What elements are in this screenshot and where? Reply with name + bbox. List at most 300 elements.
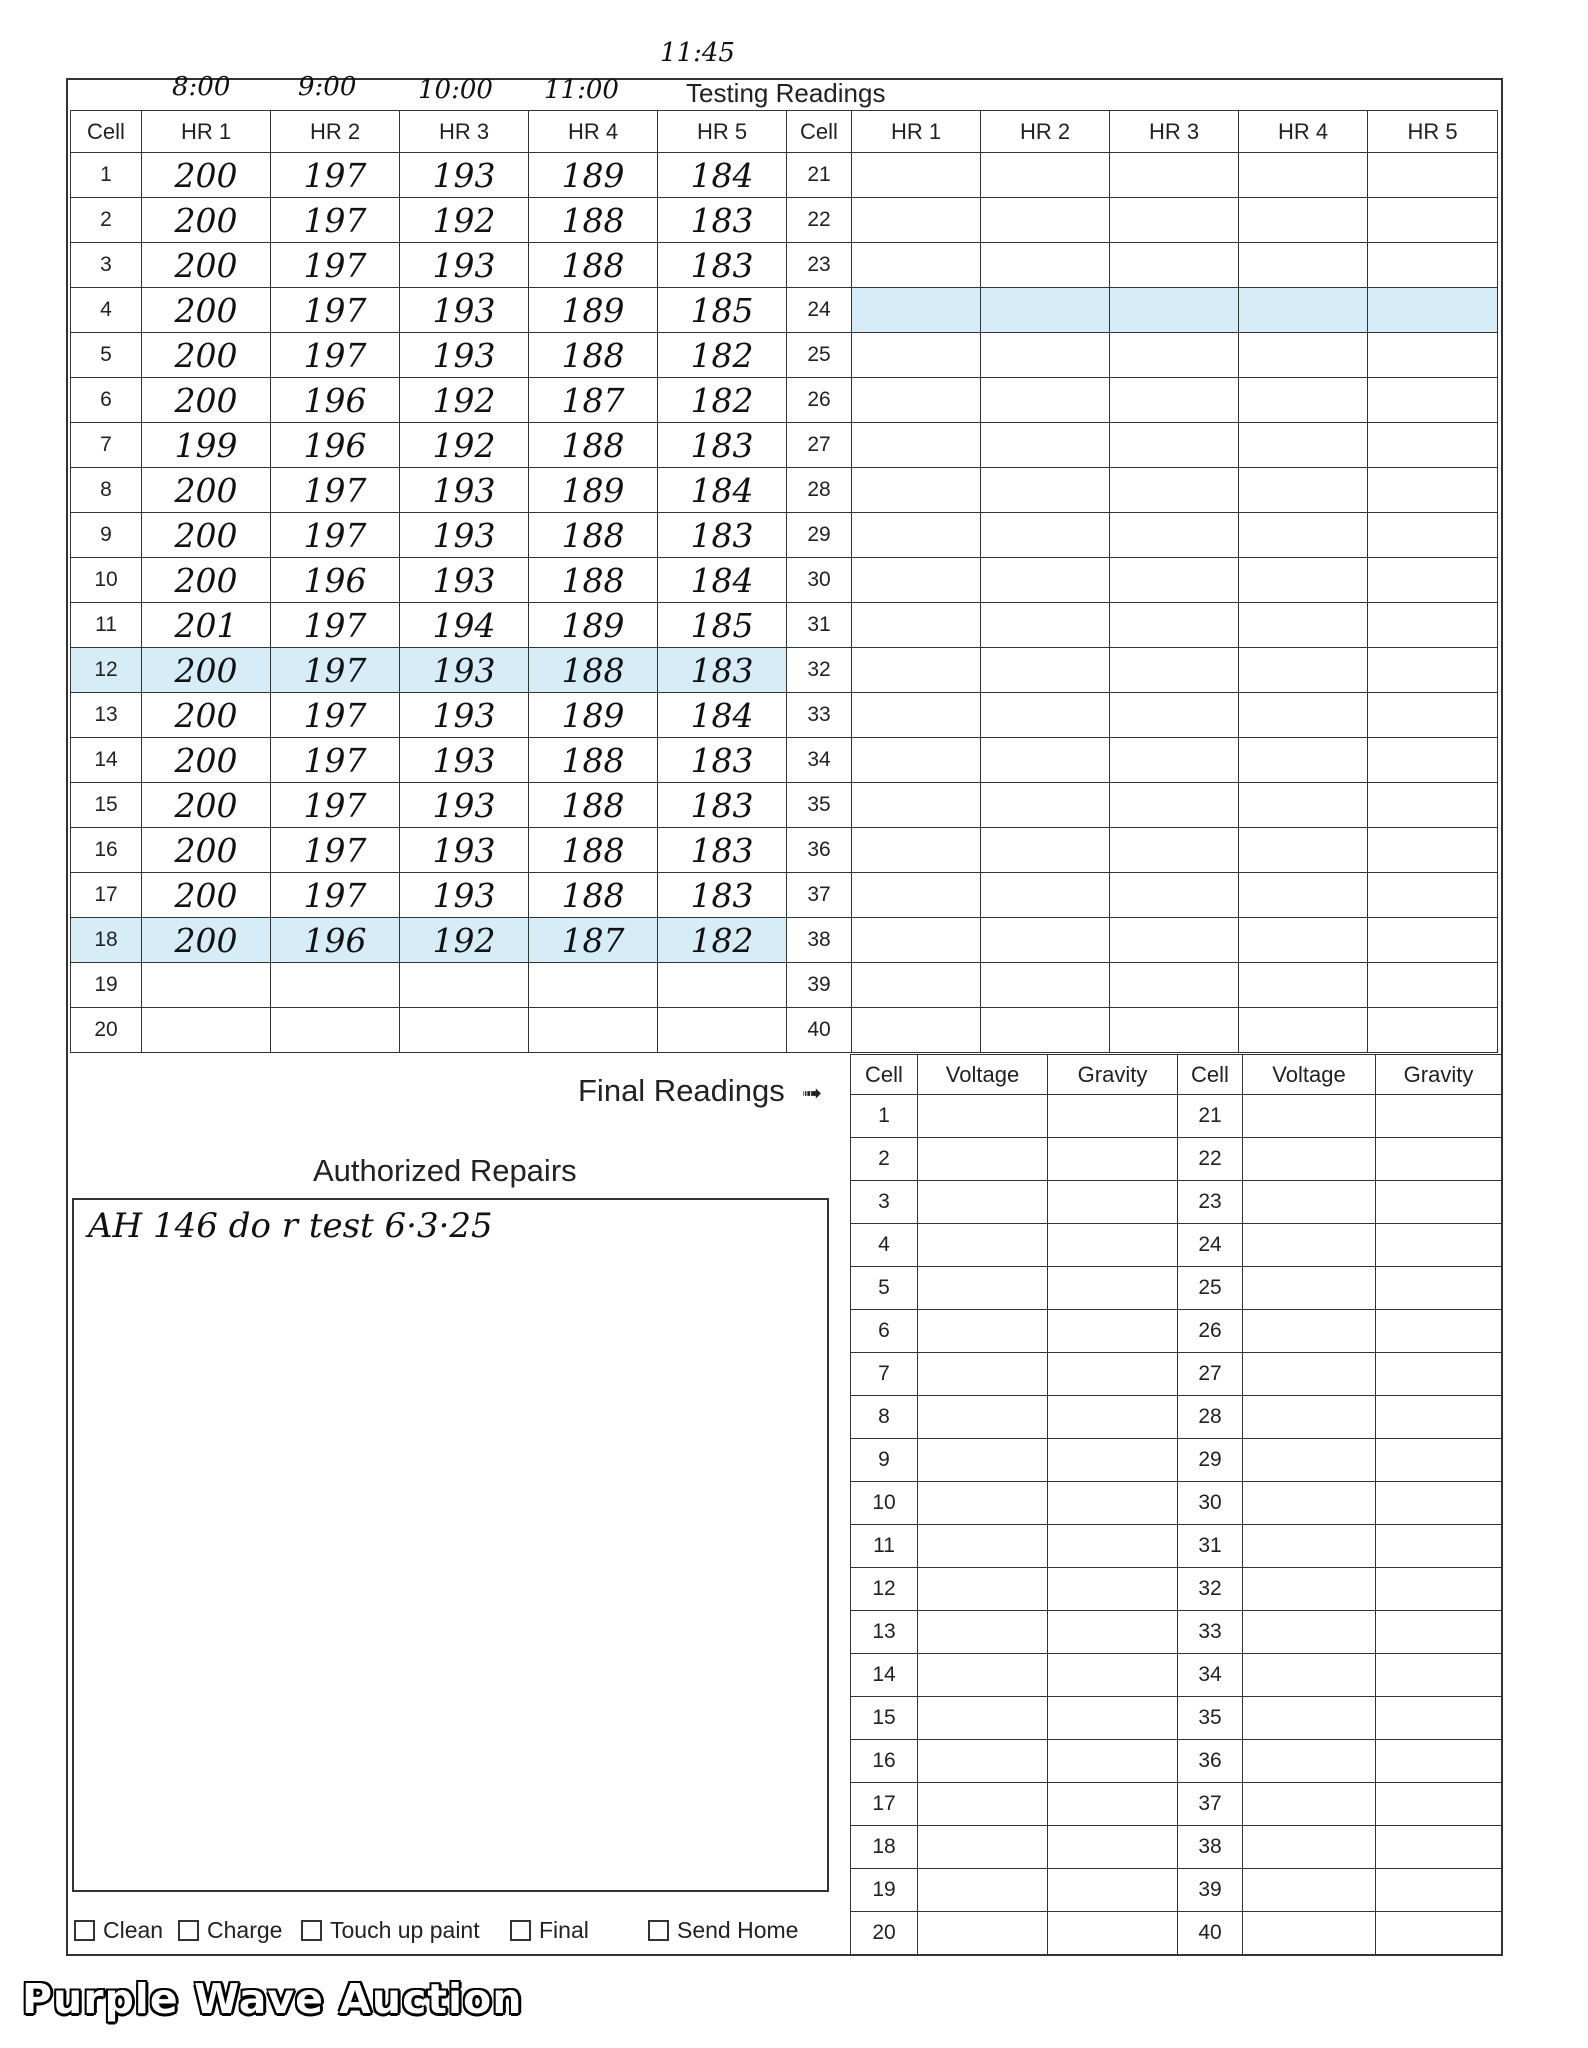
reading-empty[interactable] <box>1110 288 1239 333</box>
voltage-input[interactable] <box>1243 1267 1376 1310</box>
reading-hr4[interactable]: 188 <box>529 648 658 693</box>
reading-empty[interactable] <box>1368 423 1498 468</box>
voltage-input[interactable] <box>1243 1740 1376 1783</box>
gravity-input[interactable] <box>1048 1439 1178 1482</box>
voltage-input[interactable] <box>918 1267 1048 1310</box>
voltage-input[interactable] <box>918 1525 1048 1568</box>
reading-hr3[interactable]: 193 <box>400 333 529 378</box>
reading-hr2[interactable]: 196 <box>271 423 400 468</box>
reading-empty[interactable] <box>1239 558 1368 603</box>
reading-empty[interactable] <box>1368 198 1498 243</box>
reading-empty[interactable] <box>981 153 1110 198</box>
reading-empty[interactable] <box>981 243 1110 288</box>
reading-hr1[interactable]: 200 <box>142 648 271 693</box>
reading-hr1[interactable]: 200 <box>142 378 271 423</box>
reading-empty[interactable] <box>852 648 981 693</box>
reading-hr3[interactable]: 193 <box>400 783 529 828</box>
reading-empty[interactable] <box>1368 648 1498 693</box>
reading-hr3[interactable]: 193 <box>400 558 529 603</box>
reading-empty[interactable] <box>852 873 981 918</box>
reading-hr4[interactable]: 188 <box>529 873 658 918</box>
reading-empty[interactable] <box>1239 468 1368 513</box>
reading-empty[interactable] <box>1368 333 1498 378</box>
reading-hr3[interactable]: 192 <box>400 378 529 423</box>
voltage-input[interactable] <box>918 1353 1048 1396</box>
authorized-repairs-box[interactable] <box>72 1198 829 1892</box>
reading-empty[interactable] <box>1110 783 1239 828</box>
reading-hr4[interactable]: 187 <box>529 918 658 963</box>
reading-empty[interactable] <box>1239 423 1368 468</box>
reading-empty[interactable] <box>852 603 981 648</box>
reading-hr4[interactable]: 188 <box>529 738 658 783</box>
reading-hr3[interactable] <box>400 1008 529 1053</box>
reading-empty[interactable] <box>1110 873 1239 918</box>
reading-empty[interactable] <box>1368 963 1498 1008</box>
reading-hr4[interactable]: 188 <box>529 513 658 558</box>
voltage-input[interactable] <box>918 1826 1048 1869</box>
reading-empty[interactable] <box>1368 873 1498 918</box>
gravity-input[interactable] <box>1048 1138 1178 1181</box>
reading-hr3[interactable]: 193 <box>400 153 529 198</box>
reading-hr1[interactable]: 200 <box>142 333 271 378</box>
reading-empty[interactable] <box>852 513 981 558</box>
reading-empty[interactable] <box>1368 1008 1498 1053</box>
reading-hr3[interactable]: 193 <box>400 513 529 558</box>
gravity-input[interactable] <box>1048 1568 1178 1611</box>
reading-empty[interactable] <box>852 243 981 288</box>
voltage-input[interactable] <box>918 1869 1048 1912</box>
gravity-input[interactable] <box>1376 1568 1502 1611</box>
reading-hr2[interactable]: 197 <box>271 873 400 918</box>
reading-hr1[interactable]: 200 <box>142 558 271 603</box>
reading-hr5[interactable]: 183 <box>658 423 787 468</box>
gravity-input[interactable] <box>1376 1396 1502 1439</box>
reading-empty[interactable] <box>1239 513 1368 558</box>
reading-empty[interactable] <box>1110 603 1239 648</box>
reading-hr5[interactable] <box>658 963 787 1008</box>
reading-empty[interactable] <box>1110 1008 1239 1053</box>
reading-empty[interactable] <box>1239 198 1368 243</box>
gravity-input[interactable] <box>1376 1224 1502 1267</box>
reading-empty[interactable] <box>1368 378 1498 423</box>
checkbox-label: Touch up paint <box>330 1917 480 1943</box>
gravity-input[interactable] <box>1048 1095 1178 1138</box>
reading-hr5[interactable]: 184 <box>658 153 787 198</box>
reading-empty[interactable] <box>981 603 1110 648</box>
reading-empty[interactable] <box>1368 558 1498 603</box>
voltage-input[interactable] <box>918 1310 1048 1353</box>
voltage-input[interactable] <box>918 1654 1048 1697</box>
reading-empty[interactable] <box>852 333 981 378</box>
reading-empty[interactable] <box>981 558 1110 603</box>
reading-empty[interactable] <box>1368 153 1498 198</box>
reading-hr4[interactable]: 187 <box>529 378 658 423</box>
gravity-input[interactable] <box>1048 1482 1178 1525</box>
reading-hr5[interactable]: 185 <box>658 288 787 333</box>
reading-hr1[interactable]: 200 <box>142 693 271 738</box>
reading-empty[interactable] <box>1239 153 1368 198</box>
reading-empty[interactable] <box>852 783 981 828</box>
gravity-input[interactable] <box>1048 1181 1178 1224</box>
voltage-input[interactable] <box>918 1482 1048 1525</box>
reading-empty[interactable] <box>1239 1008 1368 1053</box>
reading-hr5[interactable]: 185 <box>658 603 787 648</box>
reading-hr3[interactable]: 193 <box>400 243 529 288</box>
reading-empty[interactable] <box>981 873 1110 918</box>
voltage-input[interactable] <box>918 1740 1048 1783</box>
reading-empty[interactable] <box>1110 198 1239 243</box>
reading-hr5[interactable]: 182 <box>658 333 787 378</box>
reading-empty[interactable] <box>1239 243 1368 288</box>
gravity-input[interactable] <box>1376 1525 1502 1568</box>
reading-hr2[interactable]: 197 <box>271 738 400 783</box>
reading-hr5[interactable]: 183 <box>658 738 787 783</box>
reading-empty[interactable] <box>852 288 981 333</box>
reading-empty[interactable] <box>852 468 981 513</box>
reading-empty[interactable] <box>981 198 1110 243</box>
reading-hr5[interactable]: 183 <box>658 873 787 918</box>
reading-empty[interactable] <box>981 288 1110 333</box>
gravity-input[interactable] <box>1376 1181 1502 1224</box>
reading-hr1[interactable]: 200 <box>142 243 271 288</box>
reading-hr2[interactable]: 197 <box>271 288 400 333</box>
gravity-input[interactable] <box>1376 1138 1502 1181</box>
reading-hr4[interactable]: 188 <box>529 243 658 288</box>
reading-hr4[interactable]: 188 <box>529 828 658 873</box>
reading-empty[interactable] <box>852 738 981 783</box>
voltage-input[interactable] <box>1243 1224 1376 1267</box>
reading-hr5[interactable]: 183 <box>658 198 787 243</box>
reading-hr3[interactable]: 193 <box>400 288 529 333</box>
reading-empty[interactable] <box>1110 243 1239 288</box>
final-cell-number: 3 <box>851 1181 918 1224</box>
gravity-input[interactable] <box>1048 1525 1178 1568</box>
reading-hr2[interactable]: 197 <box>271 603 400 648</box>
reading-hr5[interactable]: 184 <box>658 468 787 513</box>
reading-hr3[interactable]: 193 <box>400 468 529 513</box>
voltage-input[interactable] <box>918 1783 1048 1826</box>
voltage-input[interactable] <box>918 1568 1048 1611</box>
reading-hr5[interactable]: 182 <box>658 918 787 963</box>
final-cell-number-right: 21 <box>1178 1095 1243 1138</box>
reading-hr1[interactable]: 200 <box>142 873 271 918</box>
gravity-input[interactable] <box>1376 1740 1502 1783</box>
reading-empty[interactable] <box>981 918 1110 963</box>
cell-number-right: 38 <box>787 918 852 963</box>
reading-empty[interactable] <box>1110 648 1239 693</box>
reading-hr2[interactable] <box>271 963 400 1008</box>
reading-empty[interactable] <box>1110 468 1239 513</box>
gravity-input[interactable] <box>1376 1826 1502 1869</box>
reading-empty[interactable] <box>1239 378 1368 423</box>
reading-empty[interactable] <box>1110 963 1239 1008</box>
voltage-input[interactable] <box>1243 1568 1376 1611</box>
voltage-input[interactable] <box>1243 1439 1376 1482</box>
testing-row <box>71 288 1498 333</box>
voltage-input[interactable] <box>918 1138 1048 1181</box>
reading-hr5[interactable]: 183 <box>658 513 787 558</box>
reading-hr4[interactable]: 189 <box>529 468 658 513</box>
reading-hr2[interactable]: 197 <box>271 243 400 288</box>
reading-hr2[interactable]: 197 <box>271 198 400 243</box>
reading-hr2[interactable]: 197 <box>271 333 400 378</box>
gravity-input[interactable] <box>1376 1654 1502 1697</box>
reading-hr4[interactable]: 188 <box>529 423 658 468</box>
reading-hr4[interactable]: 189 <box>529 288 658 333</box>
voltage-input[interactable] <box>1243 1138 1376 1181</box>
voltage-input[interactable] <box>918 1697 1048 1740</box>
testing-row <box>71 198 1498 243</box>
reading-hr4[interactable]: 189 <box>529 693 658 738</box>
reading-hr2[interactable]: 197 <box>271 693 400 738</box>
reading-hr4[interactable]: 188 <box>529 783 658 828</box>
reading-empty[interactable] <box>981 513 1110 558</box>
reading-hr4[interactable]: 189 <box>529 603 658 648</box>
reading-empty[interactable] <box>1239 828 1368 873</box>
reading-hr1[interactable]: 200 <box>142 828 271 873</box>
reading-empty[interactable] <box>852 153 981 198</box>
reading-hr4[interactable]: 188 <box>529 558 658 603</box>
reading-empty[interactable] <box>981 423 1110 468</box>
testing-readings-title: Testing Readings <box>686 78 886 108</box>
reading-empty[interactable] <box>852 558 981 603</box>
gravity-input[interactable] <box>1376 1912 1502 1955</box>
reading-empty[interactable] <box>981 828 1110 873</box>
voltage-input[interactable] <box>918 1095 1048 1138</box>
reading-empty[interactable] <box>1110 378 1239 423</box>
reading-empty[interactable] <box>1110 738 1239 783</box>
voltage-input[interactable] <box>1243 1654 1376 1697</box>
reading-hr2[interactable]: 197 <box>271 648 400 693</box>
voltage-input[interactable] <box>1243 1095 1376 1138</box>
reading-empty[interactable] <box>1368 468 1498 513</box>
reading-empty[interactable] <box>852 828 981 873</box>
reading-hr1[interactable]: 200 <box>142 468 271 513</box>
reading-hr1[interactable]: 200 <box>142 513 271 558</box>
reading-empty[interactable] <box>1110 423 1239 468</box>
reading-empty[interactable] <box>981 738 1110 783</box>
reading-empty[interactable] <box>1110 693 1239 738</box>
voltage-input[interactable] <box>1243 1396 1376 1439</box>
reading-hr2[interactable]: 196 <box>271 918 400 963</box>
voltage-input[interactable] <box>918 1396 1048 1439</box>
voltage-input[interactable] <box>918 1439 1048 1482</box>
voltage-input[interactable] <box>918 1912 1048 1955</box>
gravity-input[interactable] <box>1376 1611 1502 1654</box>
reading-hr5[interactable]: 184 <box>658 558 787 603</box>
reading-empty[interactable] <box>981 378 1110 423</box>
reading-hr5[interactable]: 183 <box>658 828 787 873</box>
gravity-input[interactable] <box>1048 1869 1178 1912</box>
reading-empty[interactable] <box>1368 243 1498 288</box>
gravity-input[interactable] <box>1376 1310 1502 1353</box>
testing-row <box>71 873 1498 918</box>
reading-hr2[interactable]: 196 <box>271 558 400 603</box>
reading-empty[interactable] <box>1368 513 1498 558</box>
gravity-input[interactable] <box>1048 1740 1178 1783</box>
reading-empty[interactable] <box>852 378 981 423</box>
gravity-input[interactable] <box>1376 1267 1502 1310</box>
gravity-input[interactable] <box>1376 1869 1502 1912</box>
voltage-input[interactable] <box>918 1224 1048 1267</box>
reading-empty[interactable] <box>852 198 981 243</box>
reading-empty[interactable] <box>1239 603 1368 648</box>
reading-hr1[interactable] <box>142 963 271 1008</box>
cell-number-right: 37 <box>787 873 852 918</box>
reading-empty[interactable] <box>1368 828 1498 873</box>
reading-hr4[interactable]: 188 <box>529 333 658 378</box>
voltage-input[interactable] <box>1243 1482 1376 1525</box>
reading-empty[interactable] <box>1368 738 1498 783</box>
reading-empty[interactable] <box>1368 603 1498 648</box>
checkbox-clean[interactable] <box>74 1917 163 1944</box>
voltage-input[interactable] <box>1243 1783 1376 1826</box>
reading-empty[interactable] <box>1368 783 1498 828</box>
voltage-input[interactable] <box>1243 1826 1376 1869</box>
reading-empty[interactable] <box>981 468 1110 513</box>
gravity-input[interactable] <box>1376 1353 1502 1396</box>
gravity-input[interactable] <box>1048 1224 1178 1267</box>
reading-hr1[interactable]: 200 <box>142 738 271 783</box>
reading-hr3[interactable]: 193 <box>400 693 529 738</box>
reading-empty[interactable] <box>852 693 981 738</box>
reading-hr5[interactable]: 183 <box>658 243 787 288</box>
voltage-input[interactable] <box>1243 1353 1376 1396</box>
reading-empty[interactable] <box>981 693 1110 738</box>
reading-empty[interactable] <box>1239 918 1368 963</box>
checkbox-touch-up-paint[interactable] <box>301 1917 480 1944</box>
reading-hr3[interactable]: 193 <box>400 738 529 783</box>
gravity-input[interactable] <box>1376 1095 1502 1138</box>
checkbox-charge[interactable] <box>178 1917 282 1944</box>
reading-empty[interactable] <box>1110 513 1239 558</box>
gravity-input[interactable] <box>1376 1482 1502 1525</box>
cell-number-right: 22 <box>787 198 852 243</box>
reading-hr5[interactable]: 182 <box>658 378 787 423</box>
reading-hr5[interactable]: 183 <box>658 648 787 693</box>
reading-empty[interactable] <box>1239 963 1368 1008</box>
reading-empty[interactable] <box>1110 333 1239 378</box>
reading-hr2[interactable]: 197 <box>271 153 400 198</box>
reading-hr2[interactable] <box>271 1008 400 1053</box>
voltage-input[interactable] <box>918 1181 1048 1224</box>
voltage-input[interactable] <box>1243 1525 1376 1568</box>
reading-empty[interactable] <box>852 963 981 1008</box>
voltage-input[interactable] <box>1243 1697 1376 1740</box>
reading-hr1[interactable]: 200 <box>142 783 271 828</box>
gravity-input[interactable] <box>1048 1310 1178 1353</box>
gravity-input[interactable] <box>1048 1353 1178 1396</box>
reading-empty[interactable] <box>1110 918 1239 963</box>
reading-empty[interactable] <box>981 783 1110 828</box>
reading-empty[interactable] <box>1239 693 1368 738</box>
voltage-input[interactable] <box>1243 1611 1376 1654</box>
reading-hr1[interactable]: 199 <box>142 423 271 468</box>
reading-hr1[interactable] <box>142 1008 271 1053</box>
gravity-input[interactable] <box>1048 1396 1178 1439</box>
reading-empty[interactable] <box>1368 693 1498 738</box>
gravity-input[interactable] <box>1048 1611 1178 1654</box>
testing-row <box>71 513 1498 558</box>
reading-hr4[interactable] <box>529 963 658 1008</box>
reading-hr1[interactable]: 200 <box>142 153 271 198</box>
reading-empty[interactable] <box>1239 783 1368 828</box>
reading-hr3[interactable]: 192 <box>400 423 529 468</box>
reading-empty[interactable] <box>1110 828 1239 873</box>
reading-hr2[interactable]: 197 <box>271 828 400 873</box>
reading-empty[interactable] <box>1110 558 1239 603</box>
reading-hr3[interactable]: 193 <box>400 828 529 873</box>
reading-empty[interactable] <box>1239 648 1368 693</box>
reading-hr4[interactable]: 188 <box>529 198 658 243</box>
reading-hr5[interactable]: 183 <box>658 783 787 828</box>
reading-empty[interactable] <box>852 918 981 963</box>
reading-empty[interactable] <box>1110 153 1239 198</box>
reading-empty[interactable] <box>1239 873 1368 918</box>
gravity-input[interactable] <box>1048 1912 1178 1955</box>
reading-hr5[interactable] <box>658 1008 787 1053</box>
voltage-input[interactable] <box>1243 1310 1376 1353</box>
checkbox-send-home[interactable] <box>648 1917 798 1944</box>
reading-hr3[interactable]: 193 <box>400 648 529 693</box>
reading-empty[interactable] <box>981 1008 1110 1053</box>
header-hr3: HR 3 <box>400 111 529 153</box>
reading-empty[interactable] <box>1368 918 1498 963</box>
reading-hr3[interactable] <box>400 963 529 1008</box>
header-hr4-right: HR 4 <box>1239 111 1368 153</box>
reading-hr1[interactable]: 200 <box>142 918 271 963</box>
reading-hr2[interactable]: 197 <box>271 783 400 828</box>
reading-hr2[interactable]: 196 <box>271 378 400 423</box>
reading-empty[interactable] <box>981 963 1110 1008</box>
reading-empty[interactable] <box>1239 333 1368 378</box>
reading-empty[interactable] <box>852 423 981 468</box>
checkbox-final[interactable] <box>510 1917 589 1944</box>
reading-empty[interactable] <box>852 1008 981 1053</box>
reading-hr4[interactable] <box>529 1008 658 1053</box>
gravity-input[interactable] <box>1048 1783 1178 1826</box>
gravity-input[interactable] <box>1376 1697 1502 1740</box>
reading-hr3[interactable]: 192 <box>400 918 529 963</box>
reading-empty[interactable] <box>981 333 1110 378</box>
reading-hr1[interactable]: 200 <box>142 288 271 333</box>
reading-hr2[interactable]: 197 <box>271 513 400 558</box>
gravity-input[interactable] <box>1048 1654 1178 1697</box>
reading-hr3[interactable]: 194 <box>400 603 529 648</box>
gravity-input[interactable] <box>1376 1439 1502 1482</box>
reading-hr1[interactable]: 200 <box>142 198 271 243</box>
gravity-input[interactable] <box>1048 1697 1178 1740</box>
reading-hr4[interactable]: 189 <box>529 153 658 198</box>
reading-empty[interactable] <box>981 648 1110 693</box>
voltage-input[interactable] <box>918 1611 1048 1654</box>
voltage-input[interactable] <box>1243 1912 1376 1955</box>
voltage-input[interactable] <box>1243 1869 1376 1912</box>
reading-empty[interactable] <box>1239 288 1368 333</box>
voltage-input[interactable] <box>1243 1181 1376 1224</box>
reading-hr1[interactable]: 201 <box>142 603 271 648</box>
reading-hr3[interactable]: 193 <box>400 873 529 918</box>
reading-hr3[interactable]: 192 <box>400 198 529 243</box>
reading-hr2[interactable]: 197 <box>271 468 400 513</box>
gravity-input[interactable] <box>1048 1826 1178 1869</box>
gravity-input[interactable] <box>1376 1783 1502 1826</box>
reading-hr5[interactable]: 184 <box>658 693 787 738</box>
reading-empty[interactable] <box>1239 738 1368 783</box>
reading-empty[interactable] <box>1368 288 1498 333</box>
cell-number-right: 29 <box>787 513 852 558</box>
gravity-input[interactable] <box>1048 1267 1178 1310</box>
